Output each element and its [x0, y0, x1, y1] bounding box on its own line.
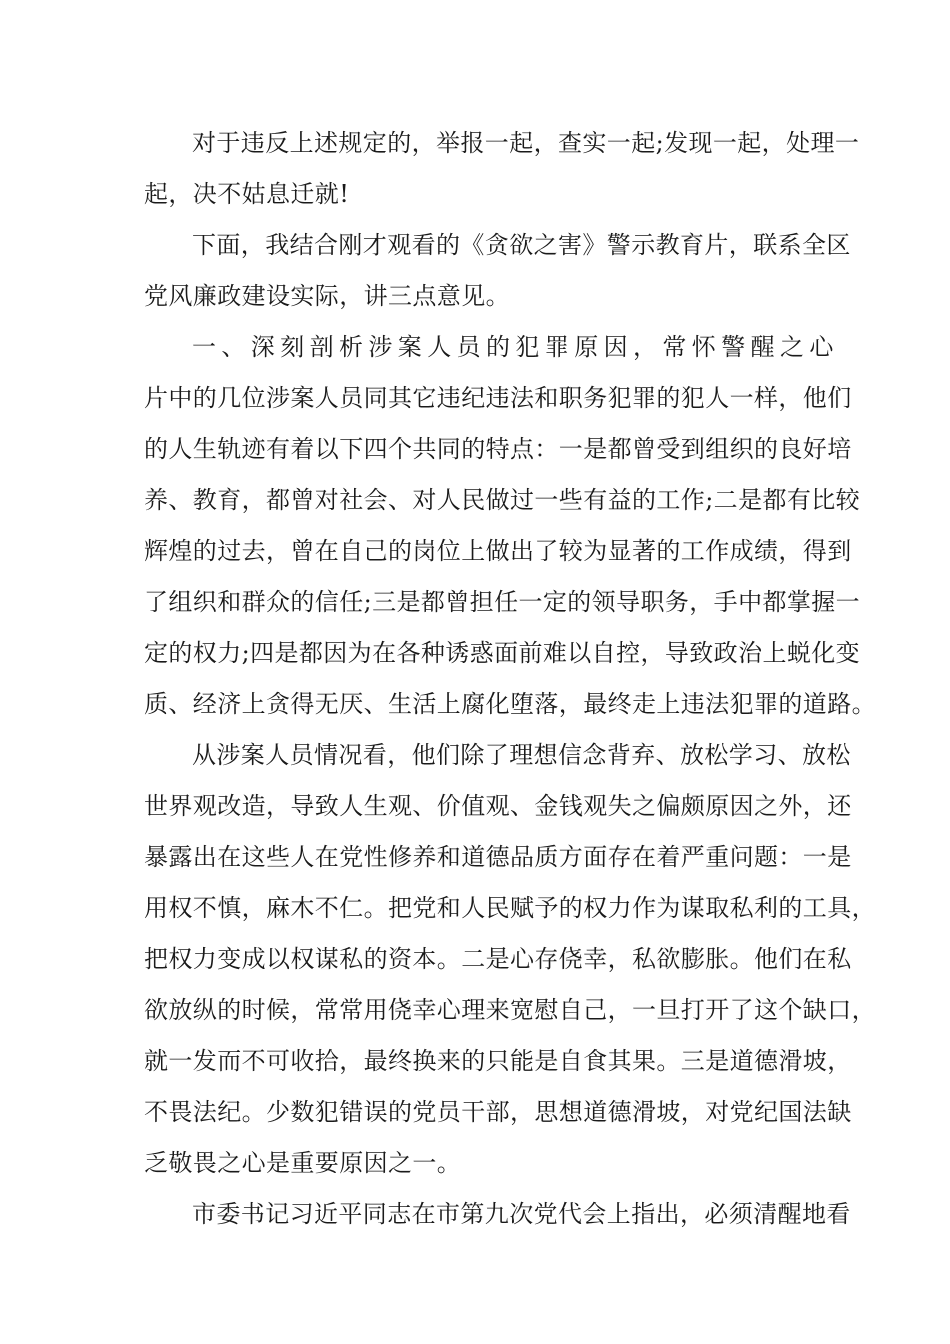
paragraph-line: 养、教育，都曾对社会、对人民做过一些有益的工作;二是都有比较 [144, 486, 861, 514]
paragraph-line: 用权不慎，麻木不仁。把党和人民赋予的权力作为谋取私利的工具， [144, 894, 876, 922]
section-heading: 一、深刻剖析涉案人员的犯罪原因，常怀警醒之心 [192, 333, 839, 361]
paragraph-line: 把权力变成以权谋私的资本。二是心存侥幸，私欲膨胀。他们在私 [144, 945, 852, 973]
paragraph-line: 了组织和群众的信任;三是都曾担任一定的领导职务，手中都掌握一 [144, 588, 861, 616]
paragraph-line: 从涉案人员情况看，他们除了理想信念背弃、放松学习、放松 [192, 741, 851, 769]
paragraph-line: 质、经济上贪得无厌、生活上腐化堕落，最终走上违法犯罪的道路。 [144, 690, 876, 718]
paragraph-line: 党风廉政建设实际，讲三点意见。 [144, 282, 510, 310]
paragraph-line: 欲放纵的时候，常常用侥幸心理来宽慰自己，一旦打开了这个缺口， [144, 996, 876, 1024]
paragraph-line: 辉煌的过去，曾在自己的岗位上做出了较为显著的工作成绩，得到 [144, 537, 852, 565]
paragraph-line: 暴露出在这些人在党性修养和道德品质方面存在着严重问题：一是 [144, 843, 852, 871]
paragraph-line: 对于违反上述规定的，举报一起，查实一起;发现一起，处理一 [192, 129, 860, 157]
paragraph-line: 就一发而不可收拾，最终换来的只能是自食其果。三是道德滑坡， [144, 1047, 852, 1075]
paragraph-line: 不畏法纪。少数犯错误的党员干部，思想道德滑坡，对党纪国法缺 [144, 1098, 852, 1126]
paragraph-line: 下面，我结合刚才观看的《贪欲之害》警示教育片，联系全区 [192, 231, 851, 259]
paragraph-line: 片中的几位涉案人员同其它违纪违法和职务犯罪的犯人一样，他们 [144, 384, 852, 412]
document-body [144, 118, 876, 1240]
paragraph-line: 市委书记习近平同志在市第九次党代会上指出，必须清醒地看 [192, 1200, 851, 1228]
paragraph-line: 起，决不姑息迁就! [144, 180, 350, 208]
paragraph-line: 定的权力;四是都因为在各种诱惑面前难以自控，导致政治上蜕化变 [144, 639, 861, 667]
paragraph-line: 乏敬畏之心是重要原因之一。 [144, 1149, 462, 1177]
paragraph-line: 世界观改造，导致人生观、价值观、金钱观失之偏颇原因之外，还 [144, 792, 852, 820]
paragraph-line: 的人生轨迹有着以下四个共同的特点：一是都曾受到组织的良好培 [144, 435, 852, 463]
